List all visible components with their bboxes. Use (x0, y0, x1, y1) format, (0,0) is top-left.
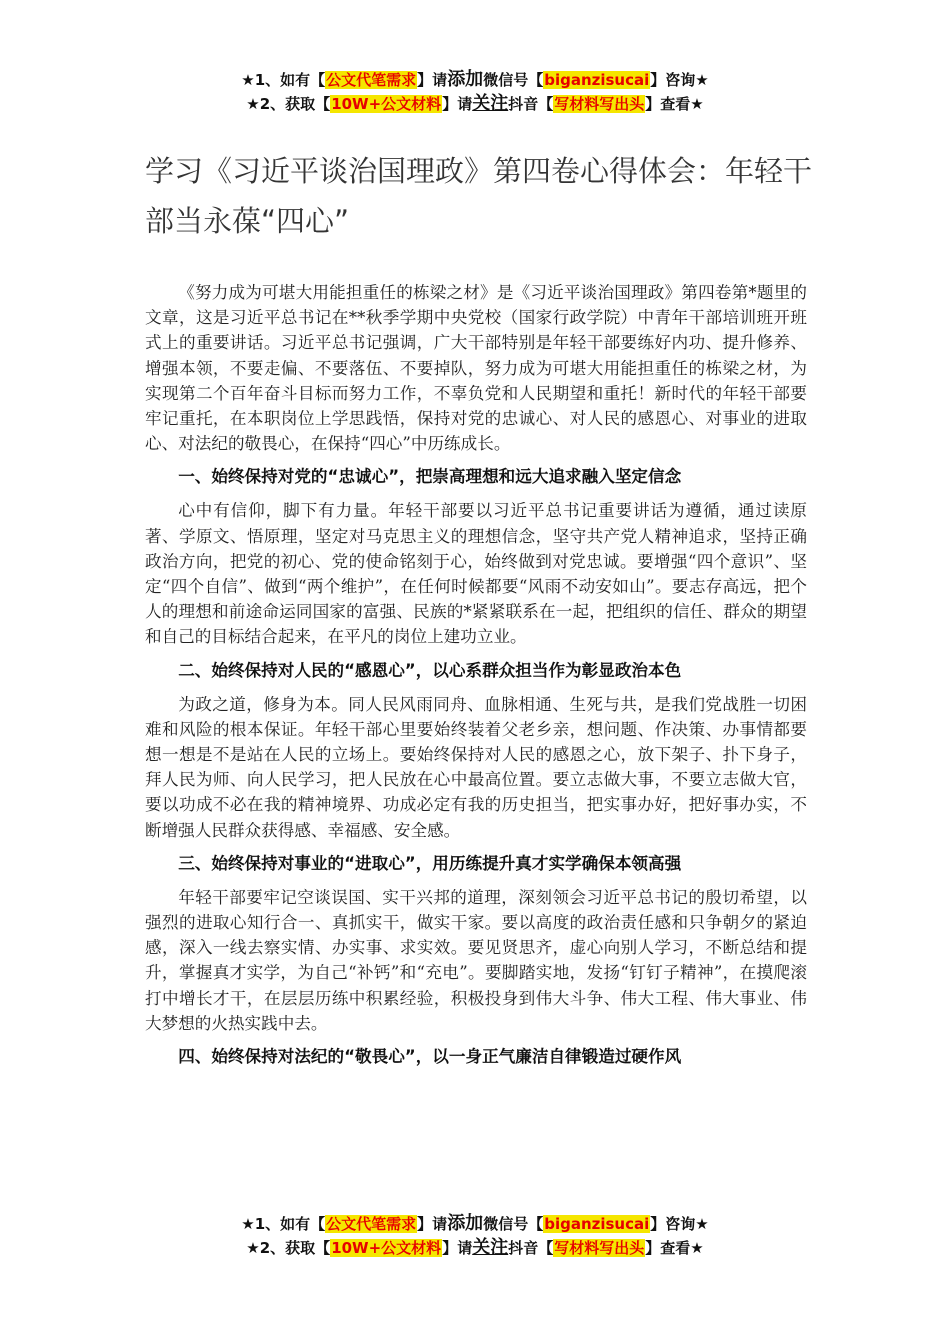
promo-line-2: ★2、获取【10W+公文材料】请关注抖音【写材料写出头】查看★ (246, 93, 704, 114)
section-heading-1: 一、始终保持对党的“忠诚心”，把崇高理想和远大追求融入坚定信念 (178, 467, 682, 487)
top-promo-banner (0, 68, 950, 116)
section-heading-3: 三、始终保持对事业的“进取心”，用历练提升真才实学确保本领高强 (178, 853, 682, 873)
promo-line-1: ★1、如有【公文代笔需求】请添加微信号【biganzisucai】咨询★ (241, 69, 709, 90)
bottom-promo-banner (0, 1212, 950, 1260)
section-heading-2: 二、始终保持对人民的“感恩心”，以心系群众担当作为彰显政治本色 (178, 660, 682, 680)
promo-douyin-account: 写材料写出头 (554, 1239, 645, 1257)
promo-line-1: ★1、如有【公文代笔需求】请添加微信号【biganzisucai】咨询★ (241, 1213, 709, 1234)
section-paragraph-1: 心中有信仰，脚下有力量。年轻干部要以习近平总书记重要讲话为遵循，通过读原著、学原文、悟原理，坚定对马克思主义的理想信念，坚守共产党人精神追求，坚持正确政治方向，把党的初心、党的使命铭刻于心，始终做到对党忠诚。要增强“四个意识”、坚定“四个自信”、做到“两个维护”，在任何时候都要“风雨不动安如山”。要志存高远，把个人的理想和前途命运同国家的富强、民族的*紧紧联系在一起，把组织的信任、群众的期望和自己的目标结合起来，在平凡的岗位上建功立业。 (145, 501, 807, 647)
promo-douyin-account: 写材料写出头 (554, 95, 645, 113)
promo-highlight-service: 公文代笔需求 (326, 71, 417, 89)
promo-highlight-materials: 10W+公文材料 (331, 95, 442, 113)
promo-wechat-id: biganzisucai (544, 71, 650, 89)
document-body (145, 280, 807, 1078)
intro-paragraph: 《努力成为可堪大用能担重任的栋梁之材》是《习近平谈治国理政》第四卷第*题里的文章，这是习近平总书记在**秋季学期中央党校（国家行政学院）中青年干部培训班开班式上的重要讲话。习近平总书记强调，广大干部特别是年轻干部要练好内功、提升修养、增强本领，不要走偏、不要落伍、不要掉队，努力成为可堪大用能担重任的栋梁之材，为实现第二个百年奋斗目标而努力工作，不辜负党和人民期望和重托！新时代的年轻干部要牢记重托，在本职岗位上学思践悟，保持对党的忠诚心、对人民的感恩心、对事业的进取心、对法纪的敬畏心，在保持“四心”中历练成长。 (145, 283, 807, 454)
promo-wechat-id: biganzisucai (544, 1215, 650, 1233)
section-heading-4: 四、始终保持对法纪的“敬畏心”，以一身正气廉洁自律锻造过硬作风 (178, 1047, 682, 1067)
promo-highlight-materials: 10W+公文材料 (331, 1239, 442, 1257)
document-title: 学习《习近平谈治国理政》第四卷心得体会：年轻干部当永葆“四心” (145, 154, 813, 238)
promo-highlight-service: 公文代笔需求 (326, 1215, 417, 1233)
section-paragraph-2: 为政之道，修身为本。同人民风雨同舟、血脉相通、生死与共，是我们党战胜一切困难和风险的根本保证。年轻干部心里要始终装着父老乡亲，想问题、作决策、办事情都要想一想是不是站在人民的立场上。要始终保持对人民的感恩之心，放下架子、扑下身子，拜人民为师、向人民学习，把人民放在心中最高位置。要立志做大事，不要立志做大官，要以功成不必在我的精神境界、功成必定有我的历史担当，把实事办好，把好事办实，不断增强人民群众获得感、幸福感、安全感。 (145, 694, 807, 840)
section-paragraph-3: 年轻干部要牢记空谈误国、实干兴邦的道理，深刻领会习近平总书记的殷切希望，以强烈的进取心知行合一、真抓实干，做实干家。要以高度的政治责任感和只争朝夕的紧迫感，深入一线去察实情、办实事、求实效。要见贤思齐，虚心向别人学习，不断总结和提升，掌握真才实学，为自己“补钙”和“充电”。要脚踏实地，发扬“钉钉子精神”，在摸爬滚打中增长才干，在层层历练中积累经验，积极投身到伟大斗争、伟大工程、伟大事业、伟大梦想的火热实践中去。 (145, 887, 807, 1033)
promo-line-2: ★2、获取【10W+公文材料】请关注抖音【写材料写出头】查看★ (246, 1237, 704, 1258)
